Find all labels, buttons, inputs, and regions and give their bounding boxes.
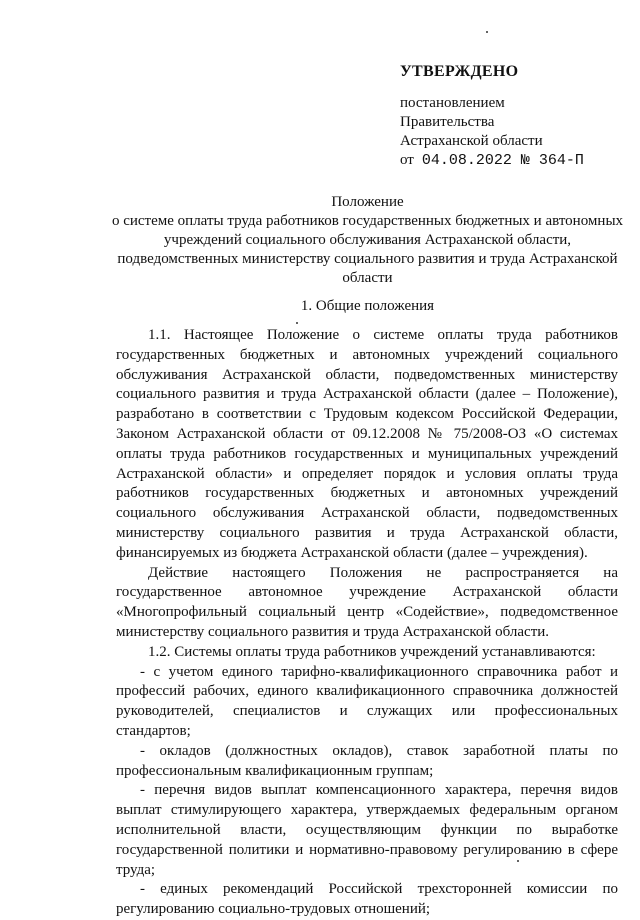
approval-date-line [400,151,630,170]
scan-speck [296,322,298,324]
list-item: - окладов (должностных окладов), ставок заработной платы по профессиональным квалификационным группам; [116,742,618,779]
list-item: - с учетом единого тарифно-квалификационного справочника работ и профессий рабочих, единого квалификационного справочника должностей руководителей, специалистов и служащих или профессиональных стандартов; [116,663,618,739]
scan-speck [517,860,519,862]
paragraph-1-1: 1.1. Настоящее Положение о системе оплаты труда работников государственных бюджетных и автономных учреждений социального обслуживания Астраханской области, подведомственных министерству социального развития и труда Астраханской области (далее – Положение), разработано в соответствии с Трудовым кодексом Российской Федерации, Законом Астраханской области от 09.12.2008 № 75/2008-ОЗ «О системах оплаты труда работников государственных и муниципальных учреждений Астраханской области» и определяет порядок и условия оплаты труда работников государственных бюджетных и автономных учреждений социального обслуживания Астраханской области, подведомственных министерству социального развития и труда Астраханской области, финансируемых из бюджета Астраханской области (далее – учреждения). [116,327,618,561]
approval-heading: УТВЕРЖДЕНО [400,63,519,80]
document-body [116,326,618,920]
list-item: - единых рекомендаций Российской трехсторонней комиссии по регулированию социально-трудовых отношений; [116,881,618,918]
approval-date-prefix: от [400,152,414,168]
title-main: Положение [331,194,404,210]
paragraph-exception: Действие настоящего Положения не распространяется на государственное автономное учреждение Астраханской области «Многопрофильный социальный центр «Содействие», подведомственное министерству социального развития и труда Астраханской области. [116,564,618,640]
approval-line-1: постановлением [400,95,505,111]
scan-speck [486,31,488,33]
title-subtitle: о системе оплаты труда работников государственных бюджетных и автономных учреждений социального обслуживания Астраханской области, подведомственных министерству социального развития и труда Астраханской области [111,213,624,286]
approval-block [400,62,630,170]
approval-line-3: Астраханской области [400,133,543,149]
approval-line-2: Правительства [400,114,495,130]
section-heading: 1. Общие положения [300,298,435,314]
document-title [105,193,630,288]
list-item: - перечня видов выплат компенсационного характера, перечня видов выплат стимулирующего характера, утверждаемых федеральным органом исполнительной власти, осуществляющим функции по выработке государственной политики и нормативно-правовому регулированию в сфере труда; [116,782,618,878]
paragraph-1-2: 1.2. Системы оплаты труда работников учреждений устанавливаются: [148,643,596,660]
approval-date-number: 04.08.2022 № 364-П [421,152,584,169]
